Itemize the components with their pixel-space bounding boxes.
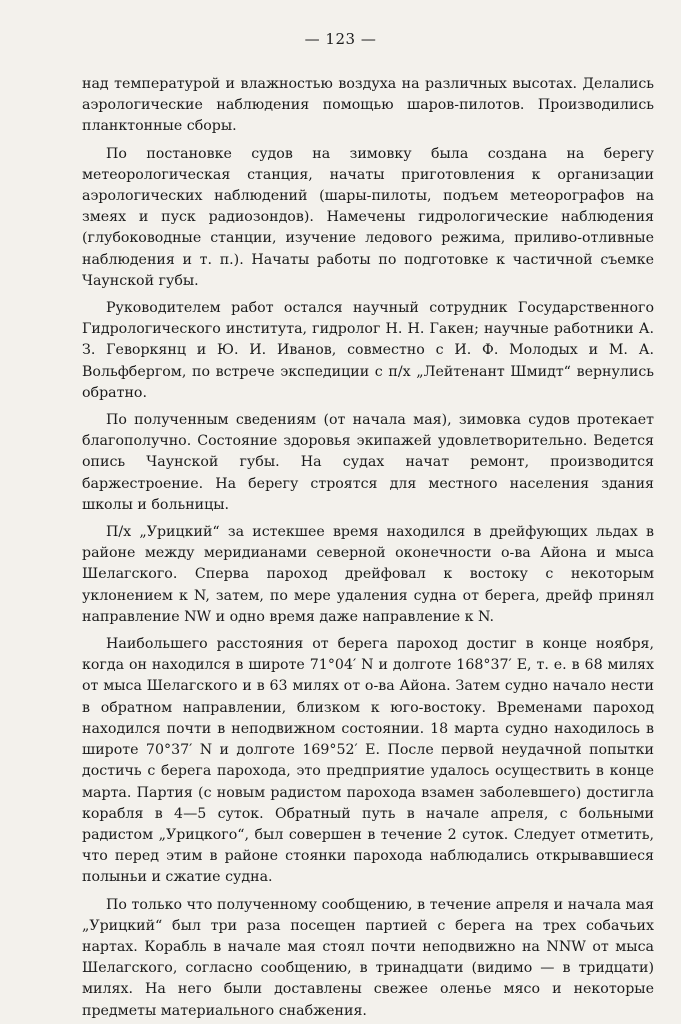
paragraph: П/х „Урицкий“ за истекшее время находился в дрейфующих льдах в районе между меридианами северной оконечности о-ва Айона и мыса Шелагского. Сперва пароход дрейфовал к востоку с некоторым уклонением к N, затем, по мере удаления судна от берега, дрейф принял направление NW и одно время даже направление к N. (82, 524, 654, 625)
text-body (82, 74, 654, 1022)
paragraph: Руководителем работ остался научный сотрудник Государственного Гидрологического института, гидролог Н. Н. Гакен; научные работники А. З. Геворкянц и Ю. И. Иванов, совместно с И. Ф. Молодых и М. А. Вольфбергом, по встрече экспедиции с п/х „Лейтенант Шмидт“ вернулись обратно. (82, 300, 654, 401)
paragraph: По полученным сведениям (от начала мая), зимовка судов протекает благополучно. Состояние здоровья экипажей удовлетворительно. Ведется опись Чаунской губы. На судах начат ремонт, производится баржестроение. На берегу строятся для местного населения здания школы и больницы. (82, 412, 654, 513)
paragraph: По постановке судов на зимовку была создана на берегу метеорологическая станция, начаты приготовления к организации аэрологических наблюдений (шары-пилоты, подъем метеорографов на змеях и пуск радиозондов). Намечены гидрологические наблюдения (глубоководные станции, изучение ледового режима, приливо-отливные наблюдения и т. п.). Начаты работы по подготовке к частичной съемке Чаунской губы. (82, 145, 654, 289)
paragraph: над температурой и влажностью воздуха на различных высотах. Делались аэрологические наблюдения помощью шаров-пилотов. Производились планктонные сборы. (82, 76, 654, 135)
page-number: — 123 — (304, 30, 377, 48)
paragraph: Наибольшего расстояния от берега пароход достиг в конце ноября, когда он находился в широте 71°04′ N и долготе 168°37′ E, т. е. в 68 милях от мыса Шелагского и в 63 милях от о-ва Айона. Затем судно начало нести в обратном направлении, близком к юго-востоку. Временами пароход находился почти в неподвижном состоянии. 18 марта судно находилось в широте 70°37′ N и долготе 169°52′ E. После первой неудачной попытки достичь с берега парохода, это предприятие удалось осуществить в конце марта. Партия (с новым радистом парохода взамен заболевшего) достигла корабля в 4—5 суток. Обратный путь в начале апреля, с больными радистом „Урицкого“, был совершен в течение 2 суток. Следует отметить, что перед этим в районе стоянки парохода наблюдались открывавшиеся полыньи и сжатие судна. (82, 636, 654, 886)
paragraph: По только что полученному сообщению, в течение апреля и начала мая „Урицкий“ был три раза посещен партией с берега на трех собачьих нартах. Корабль в начале мая стоял почти неподвижно на NNW от мыса Шелагского, согласно сообщению, в тринадцати (видимо — в тридцати) милях. На него были доставлены свежее оленье мясо и некоторые предметы материального снабжения. (82, 896, 654, 1019)
